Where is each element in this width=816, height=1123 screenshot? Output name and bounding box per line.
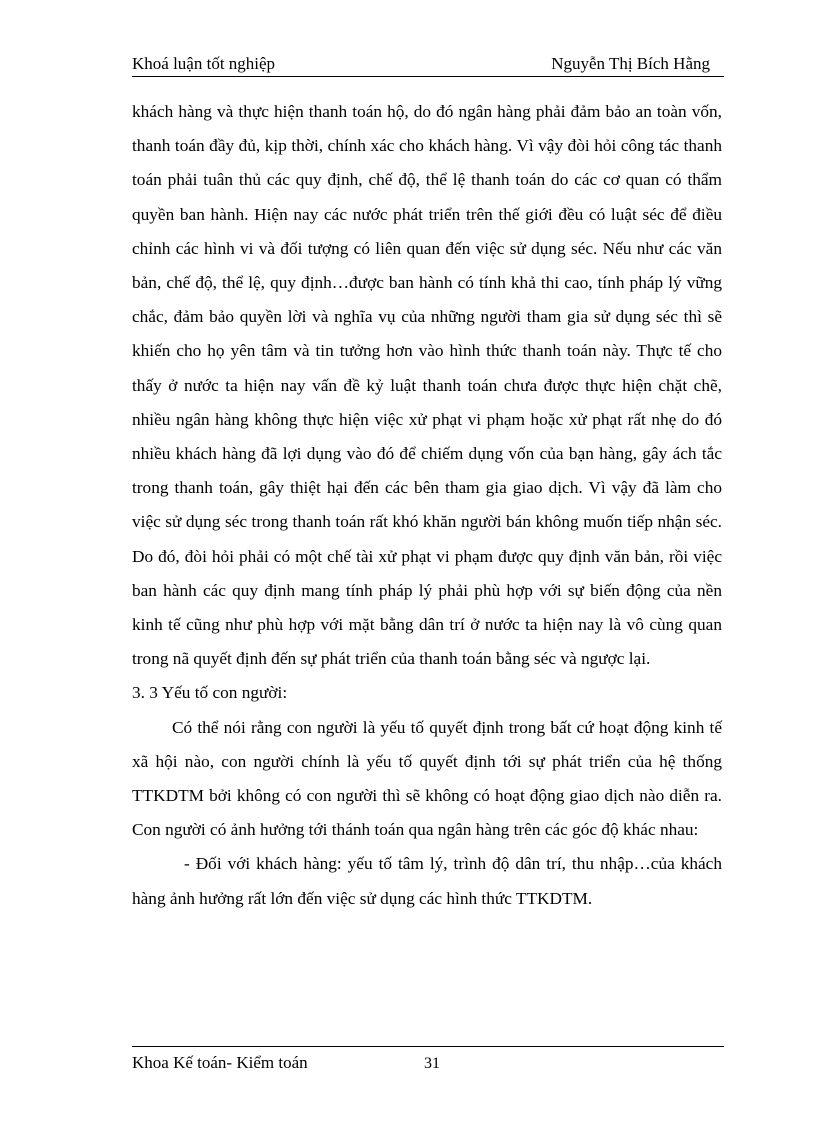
- page-header: [132, 52, 724, 77]
- page-number: 31: [424, 1055, 440, 1072]
- paragraph-continuation: khách hàng và thực hiện thanh toán hộ, do đó ngân hàng phải đảm bảo an toàn vốn, thanh toán đầy đủ, kịp thời, chính xác cho khách hàng. Vì vậy đòi hỏi công tác thanh toán phải tuân thủ các quy định, chế độ, thể lệ thanh toán do các cơ quan có thẩm quyền ban hành. Hiện nay các nước phát triển trên thế giới đều có luật séc để điều chỉnh các hình vi và đối tượng có liên quan đến việc sử dụng séc. Nếu như các văn bản, chế độ, thể lệ, quy định…được ban hành có tính khả thi cao, tính pháp lý vững chắc, đảm bảo quyền lời và nghĩa vụ của những người tham gia sử dụng séc thì sẽ khiến cho họ yên tâm và tin tưởng hơn vào hình thức thanh toán này. Thực tế cho thấy ở nước ta hiện nay vấn đề kỷ luật thanh toán chưa được thực hiện chặt chẽ, nhiều ngân hàng không thực hiện việc xử phạt vi phạm hoặc xử phạt rất nhẹ do đó nhiều khách hàng đã lợi dụng vào đó để chiếm dụng vốn của bạn hàng, gây ách tắc trong thanh toán, gây thiệt hại đến các bên tham gia giao dịch. Vì vậy đã làm cho việc sử dụng séc trong thanh toán rất khó khăn người bán không muốn tiếp nhận séc. Do đó, đòi hỏi phải có một chế tài xử phạt vi phạm được quy định văn bản, rồi việc ban hành các quy định mang tính pháp lý phải phù hợp với sự biến động của nền kinh tế cũng như phù hợp với mặt bằng dân trí ở nước ta hiện nay là vô cùng quan trong nã quyết định đến sự phát triển của thanh toán bằng séc và ngược lại.: [132, 102, 722, 669]
- page-footer: [132, 1046, 724, 1077]
- section-heading: 3. 3 Yếu tố con người:: [132, 683, 288, 703]
- document-body: [132, 95, 722, 916]
- header-thesis-title: Khoá luận tốt nghiệp: [132, 54, 276, 73]
- footer-department: Khoa Kế toán- Kiểm toán: [132, 1053, 308, 1072]
- header-author-name: Nguyễn Thị Bích Hằng: [551, 54, 710, 73]
- paragraph-customer-factor: - Đối với khách hàng: yếu tố tâm lý, trình độ dân trí, thu nhập…của khách hàng ảnh hưởng rất lớn đến việc sử dụng các hình thức TTKDTM.: [132, 854, 722, 908]
- paragraph-human-factor: Có thể nói rằng con người là yếu tố quyết định trong bất cứ hoạt động kinh tế xã hội nào, con người chính là yếu tố quyết định tới sự phát triển của hệ thống TTKDTM bởi không có con người thì sẽ không có hoạt động giao dịch nào diễn ra. Con người có ảnh hưởng tới thánh toán qua ngân hàng trên các góc độ khác nhau:: [132, 717, 722, 840]
